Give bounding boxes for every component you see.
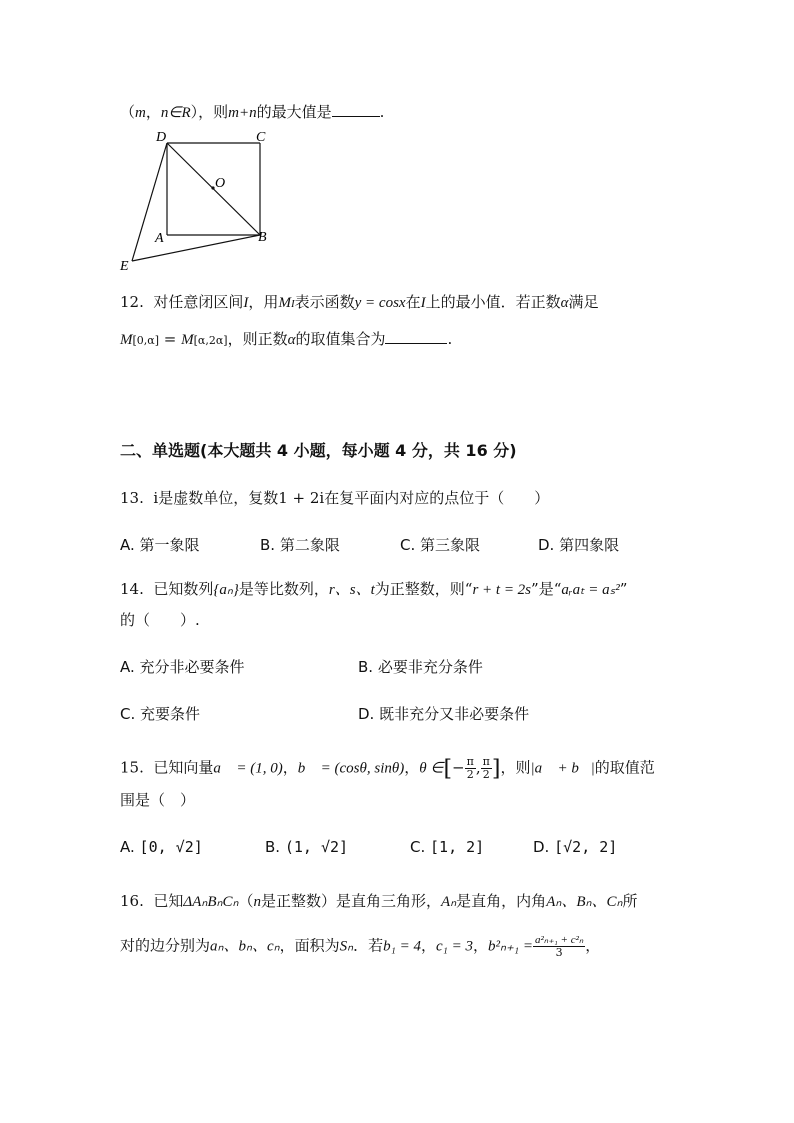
q14-option-c: C. 充要条件 <box>120 705 201 723</box>
q14-option-d: D. 既非充分又非必要条件 <box>358 705 530 723</box>
q15-option-b: B. (1, √2] <box>265 838 349 856</box>
q15-option-d: D. [√2, 2] <box>533 838 618 856</box>
q13-option-d: D. 第四象限 <box>538 536 620 554</box>
q16-stem-line1: 16. 已知ΔAₙBₙCₙ（n是正整数）是直角三角形，Aₙ是直角，内角Aₙ、Bₙ、Cₙ所 <box>120 892 638 910</box>
q14-option-a: A. 充分非必要条件 <box>120 658 245 676</box>
q14-stem-line1: 14. 已知数列{aₙ}是等比数列，r、s、t为正整数，则“r + t = 2s”是“aᵣaₜ = aₛ²” <box>120 580 628 598</box>
q13-option-a: A. 第一象限 <box>120 536 200 554</box>
geometry-figure <box>110 125 280 275</box>
q15-option-a: A. [0, √2] <box>120 838 203 856</box>
q12-line2: M[0,α] = M[α,2α]，则正数α的取值集合为 . <box>120 330 453 348</box>
q14-stem-line2: 的（ ）. <box>120 611 200 629</box>
q12-line1: 12. 对任意闭区间I，用MI表示函数y = cosx在I上的最小值．若正数α满足 <box>120 293 599 311</box>
q16-stem-line2: 对的边分别为aₙ、bₙ、cₙ，面积为Sₙ．若b₁ = 4，c₁ = 3，b²ₙ₊₁ = $\frac{\text{a²ₙ₊₁ + c²ₙ}}{3}$ ， <box>120 934 601 959</box>
q14-option-b: B. 必要非充分条件 <box>358 658 483 676</box>
q15-stem-line2: 围是（ ） <box>120 791 196 809</box>
q13-stem: 13. i是虚数单位，复数1 + 2i在复平面内对应的点位于（ ） <box>120 489 550 507</box>
label-B: B <box>258 230 267 245</box>
label-O: O <box>215 176 226 191</box>
q11-tail-line: （m，n∈R），则m+n的最大值是 . <box>120 103 385 121</box>
answer-blank <box>385 329 447 344</box>
label-A: A <box>155 231 164 246</box>
label-E: E <box>120 259 129 274</box>
answer-blank <box>332 102 380 117</box>
q15-stem-line1: 15. 已知向量a⃗ = (1, 0)，b⃗ = (cosθ, sinθ)，θ ∈[− $\frac{\pi}{2}$ , $\frac{\pi}{2}$ ]，则|a⃗ + b⃗|的取值范 <box>120 755 655 782</box>
label-D: D <box>156 130 167 145</box>
q13-option-c: C. 第三象限 <box>400 536 481 554</box>
label-C: C <box>256 130 266 145</box>
section-heading: 二、单选题(本大题共 4 小题，每小题 4 分，共 16 分) <box>120 441 517 460</box>
q13-option-b: B. 第二象限 <box>260 536 340 554</box>
q15-option-c: C. [1, 2] <box>410 838 485 856</box>
